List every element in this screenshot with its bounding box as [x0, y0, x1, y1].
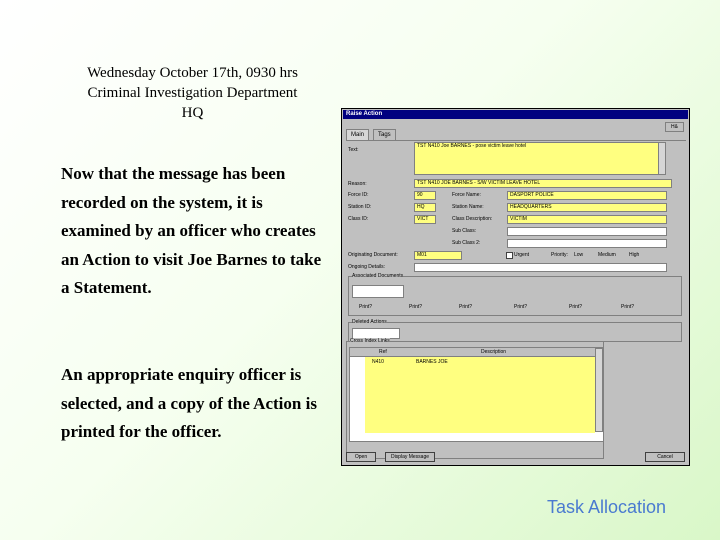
priority-high[interactable]: High [629, 252, 640, 258]
tab-tags[interactable]: Tags [373, 129, 396, 141]
grid-row-desc[interactable]: BARNES JOE [416, 359, 448, 365]
print-label-5: Print? [569, 304, 583, 310]
station-name-label: Station Name: [452, 204, 484, 210]
ongoing-field[interactable] [414, 263, 667, 272]
priority-label: Priority: [551, 252, 568, 258]
urgent-checkbox[interactable] [506, 252, 513, 259]
tab-main[interactable]: Main [346, 129, 369, 141]
sub-class2-field[interactable] [507, 239, 667, 248]
grid-header-ref: Ref [379, 349, 387, 355]
open-button[interactable]: Open [346, 452, 376, 462]
station-name-field[interactable]: HEADQUARTERS [507, 203, 667, 212]
reason-label: Reason: [348, 181, 367, 187]
cross-index-label: Cross Index Links [350, 338, 390, 344]
class-id-label: Class ID: [348, 216, 369, 222]
force-name-field[interactable]: DASPORT POLICE [507, 191, 667, 200]
print-label-4: Print? [514, 304, 528, 310]
cross-index-grid [349, 347, 604, 442]
force-id-label: Force ID: [348, 192, 369, 198]
priority-low[interactable]: Low [574, 252, 584, 258]
force-id-field[interactable]: 90 [414, 191, 436, 200]
sub-class-label: Sub Class: [452, 228, 477, 234]
text-label: Text: [348, 147, 359, 153]
header-line-dept: Criminal Investigation Department [87, 85, 298, 101]
class-desc-field[interactable]: VICTIM [507, 215, 667, 224]
text-field[interactable]: TST N410 Joe BARNES - pose victim leave hotel [414, 142, 661, 175]
grid-row-ref[interactable]: N410 [372, 359, 384, 365]
originating-label: Originating Document: [348, 252, 398, 258]
reason-field[interactable]: TST N410 JOE BARNES - S/W VICTIM LEAVE HOTEL [414, 179, 672, 188]
class-id-field[interactable]: VICT [414, 215, 436, 224]
paragraph-message-recorded: Now that the message has been recorded on the system, it is examined by an officer who creates an Action to visit Joe Barnes to take a Statement. [61, 164, 322, 298]
print-label-6: Print? [621, 304, 635, 310]
print-label-3: Print? [459, 304, 473, 310]
paragraph-officer-selected: An appropriate enquiry officer is selected, and a copy of the Action is printed for the officer. [61, 365, 317, 442]
urgent-label: Urgent [514, 252, 530, 258]
assoc-doc-1[interactable] [352, 285, 404, 298]
deleted-actions-label: Deleted Actions [352, 319, 387, 325]
sub-class2-label: Sub Class 2: [452, 240, 481, 246]
task-allocation-link[interactable]: Task Allocation [547, 497, 667, 517]
station-id-field[interactable]: HQ [414, 203, 436, 212]
text-scrollbar[interactable] [658, 142, 666, 175]
header-line-date: Wednesday October 17th, 0930 hrs [87, 65, 298, 81]
sub-class-field[interactable] [507, 227, 667, 236]
associated-documents-group [348, 273, 682, 316]
raise-action-window [341, 108, 690, 466]
header-line-hq: HQ [181, 105, 204, 121]
print-label-1: Print? [359, 304, 373, 310]
ongoing-label: Ongoing Details: [348, 264, 385, 270]
deleted-actions-group [348, 319, 682, 342]
display-message-button[interactable]: Display Message [385, 452, 435, 462]
originating-field[interactable]: M01 [414, 251, 462, 260]
window-title: Raise Action [343, 110, 688, 119]
priority-medium[interactable]: Medium [598, 252, 616, 258]
cancel-button[interactable]: Cancel [645, 452, 685, 462]
main-panel [346, 140, 686, 351]
help-button[interactable]: H& [665, 122, 684, 132]
associated-documents-label: Associated Documents [352, 273, 404, 279]
station-id-label: Station ID: [348, 204, 372, 210]
slide-header [40, 63, 345, 123]
grid-header-desc: Description [481, 349, 507, 355]
grid-scrollbar[interactable] [595, 348, 603, 432]
force-name-label: Force Name: [452, 192, 481, 198]
print-label-2: Print? [409, 304, 423, 310]
class-desc-label: Class Description: [452, 216, 493, 222]
